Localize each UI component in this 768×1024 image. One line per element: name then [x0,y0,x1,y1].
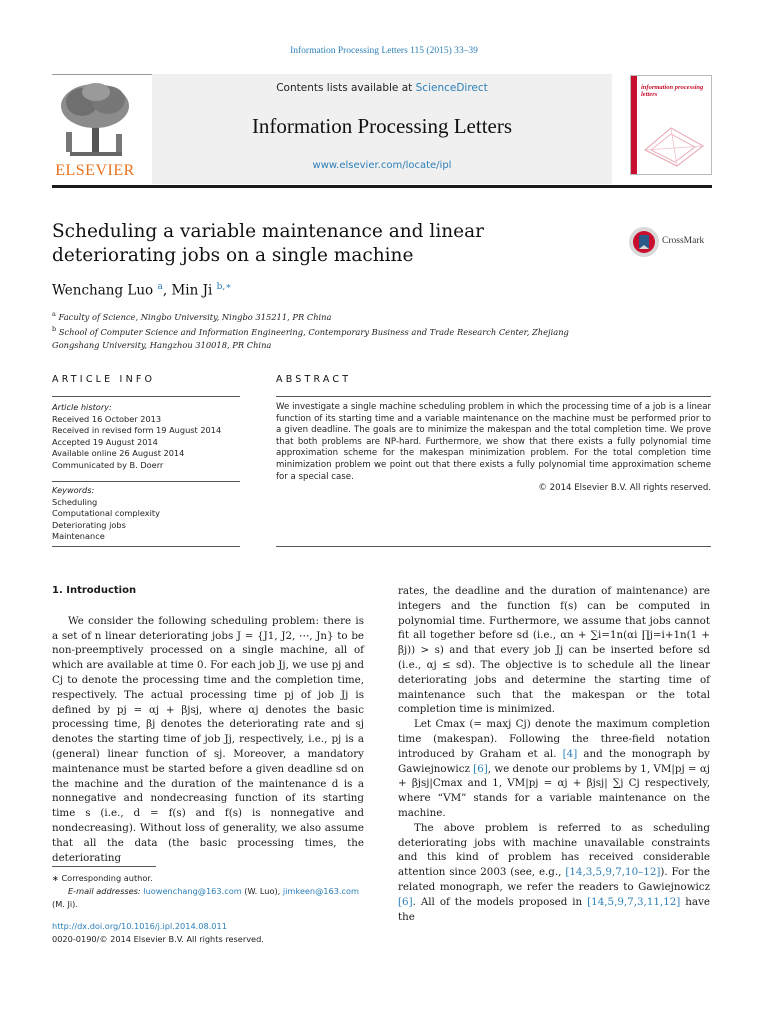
crossmark-badge[interactable] [628,226,718,260]
footnotes [52,872,364,910]
masthead-center [152,74,612,184]
intro-heading: 1. Introduction [52,585,137,596]
keyword-item: Maintenance [52,531,105,542]
abstract [276,402,711,495]
masthead-bottom-rule [52,185,712,188]
ref-link[interactable]: [6] [398,895,413,908]
cover-red-bar [631,76,637,174]
history-label: Article history: [52,402,112,412]
cover-title: information processing letters [641,84,704,99]
author-luo: Wenchang Luo [52,282,154,299]
email-addresses: E-mail addresses: luowenchang@163.com (W. Luo), jimkeen@163.com [68,885,360,896]
email-link-ji[interactable]: jimkeen@163.com [282,885,360,896]
ref-link[interactable]: [14,3,5,9,7,10–12] [565,866,661,879]
body-column-left [52,584,364,865]
history-revised: Received in revised form 19 August 2014 [52,425,222,436]
ref-link[interactable]: [14,5,9,7,3,11,12] [587,895,681,908]
history-received: Received 16 October 2013 [52,413,162,424]
issn-copyright: 0020-0190/© 2014 Elsevier B.V. All rights reserved. [52,933,264,944]
doi-link[interactable]: http://dx.doi.org/10.1016/j.ipl.2014.08.011 [52,921,227,931]
author-line: Wenchang Luo $^a$, Min Ji $^{b,∗}$ [52,282,232,299]
paper-title: Scheduling a variable maintenance and linear deteriorating jobs on a single machine [52,221,484,266]
abstract-rule-top [276,396,711,397]
body-column-right [398,584,710,924]
history-online: Available online 26 August 2014 [52,448,185,459]
history-communicated: Communicated by B. Doerr [52,459,164,470]
contents-prefix: Contents lists available at [276,82,416,94]
history-accepted: Accepted 19 August 2014 [52,436,158,447]
abstract-rule-bottom [276,546,711,547]
doi-block [52,920,364,945]
footnote-rule [52,866,156,867]
crossmark-label: CrossMark [662,236,705,246]
journal-cover-thumbnail[interactable] [630,75,712,175]
ref-link[interactable]: [6] [473,762,488,775]
sciencedirect-link[interactable]: ScienceDirect [415,82,488,94]
journal-title: Information Processing Letters [251,114,513,138]
article-info-heading: ARTICLE INFO [52,374,156,385]
email-link-luo[interactable]: luowenchang@163.com [143,885,242,896]
elsevier-logo[interactable] [52,82,138,180]
contents-line [152,82,612,94]
affiliation-a: $^a$ Faculty of Science, Ningbo University, Ningbo 315211, PR China [52,310,332,322]
author-ji: Min Ji [171,282,213,299]
abstract-heading: ABSTRACT [276,374,352,385]
intro-paragraph-1: We consider the following scheduling problem: there is a set of n linear deteriorating jobs J = {J1, J2, ⋯, Jn} to be non-preemptively processed on a single machine, all of which are available at time 0. For each job Jj, we use pj and Cj to denote the processing time and the completion time, respectively. The actual processing time pj of job Jj is defined by pj = αj + βjsj, where αj denotes the basic processing time, βj denotes the deteriorating rate and sj denotes the starting time of job Jj, respectively, i.e., pj is a (general) linear function of sj. Moreover, a mandatory maintenance must be started before a given deadline sd on the machine and the duration of the maintenance d is a nonnegative and nondecreasing function of its starting time s (i.e., d = f(s) and f(s) is nonnegative and nondecreasing). Without loss of generality, we also assume that all the data (the basic processing times, the deteriorating [52,614,365,864]
intro-paragraph-2: Let Cmax (= maxj Cj) denote the maximum completion time (makespan). Following the three-field notation introduced by Graham et al. [4] and the monograph by Gawiejnowicz [6], we denote our problems by 1, VM|pj = αj + βjsj|Cmax and 1, VM|pj = αj + βjsj| ∑j Cj respectively, where “VM” stands for a variable maintenance on the machine. [398,718,710,819]
crossmark-icon [628,226,660,258]
masthead [52,74,712,189]
keyword-item: Scheduling [52,496,98,507]
article-info-rule [52,396,240,397]
keywords [52,485,242,543]
article-info-rule-bottom [52,546,240,547]
elsevier-tree-icon [56,82,134,158]
keywords-label: Keywords: [52,485,95,495]
email-ji-owner: (M. Ji). [52,898,78,909]
affiliation-b: $^b$ School of Computer Science and Information Engineering, Contemporary Business and Trade Research Center, Zhejiang Gongshang University, Hangzhou 310018, PR China [52,325,569,350]
keyword-item: Deteriorating jobs [52,519,126,530]
ref-link[interactable]: [4] [562,747,578,760]
journal-citation[interactable]: Information Processing Letters 115 (2015) 33–39 [290,46,478,56]
author-ji-affil-link[interactable]: b,∗ [216,282,232,292]
abstract-copyright: © 2014 Elsevier B.V. All rights reserved. [538,483,711,494]
cover-graphic-icon [641,120,707,170]
abstract-text: We investigate a single machine scheduling problem in which the processing time of a job is a linear function of its starting time and a variable maintenance on the machine must be performed prior to a given deadline. The goals are to minimize the makespan and the total completion time. We prove that both problems are NP-hard. Furthermore, we show that there exists a fully polynomial time approximation scheme for the makespan minimization problem. For the total completion time minimization problem we point out that there exists a fully polynomial time approximation scheme for a special case. [276,402,711,482]
intro-paragraph-1-cont: rates, the deadline and the duration of maintenance) are integers and the function f(s) can be computed in polynomial time. Furthermore, we assume that jobs cannot fit all together before sd (i.e., αn + ∑i=1n(αi ∏j=i+1n(1 + βj)) > s) and that every job Jj can be inserted before sd (i.e., αj ≤ sd). The objective is to schedule all the linear deteriorating jobs and determine the starting time of maintenance such that the makespan or the total completion time is minimized. [398,585,710,716]
intro-paragraph-3: The above problem is referred to as scheduling deteriorating jobs with machine unavailable constraints and this kind of problem has received considerable attention since 2003 (see, e.g., [14,3,5,9,7,10–12]). For the related monograph, we refer the readers to Gawiejnowicz [6]. All of the models proposed in [14,5,9,7,3,11,12] have the [398,821,710,923]
keywords-rule [52,481,240,482]
affiliations [52,308,612,351]
elsevier-wordmark: ELSEVIER [55,162,135,179]
corresponding-author-note: ∗ Corresponding author. [52,873,153,883]
keyword-item: Computational complexity [52,508,160,519]
author-luo-affil-link[interactable]: a [157,282,163,292]
article-history [52,402,242,472]
journal-homepage-link[interactable]: www.elsevier.com/locate/ipl [312,160,452,171]
